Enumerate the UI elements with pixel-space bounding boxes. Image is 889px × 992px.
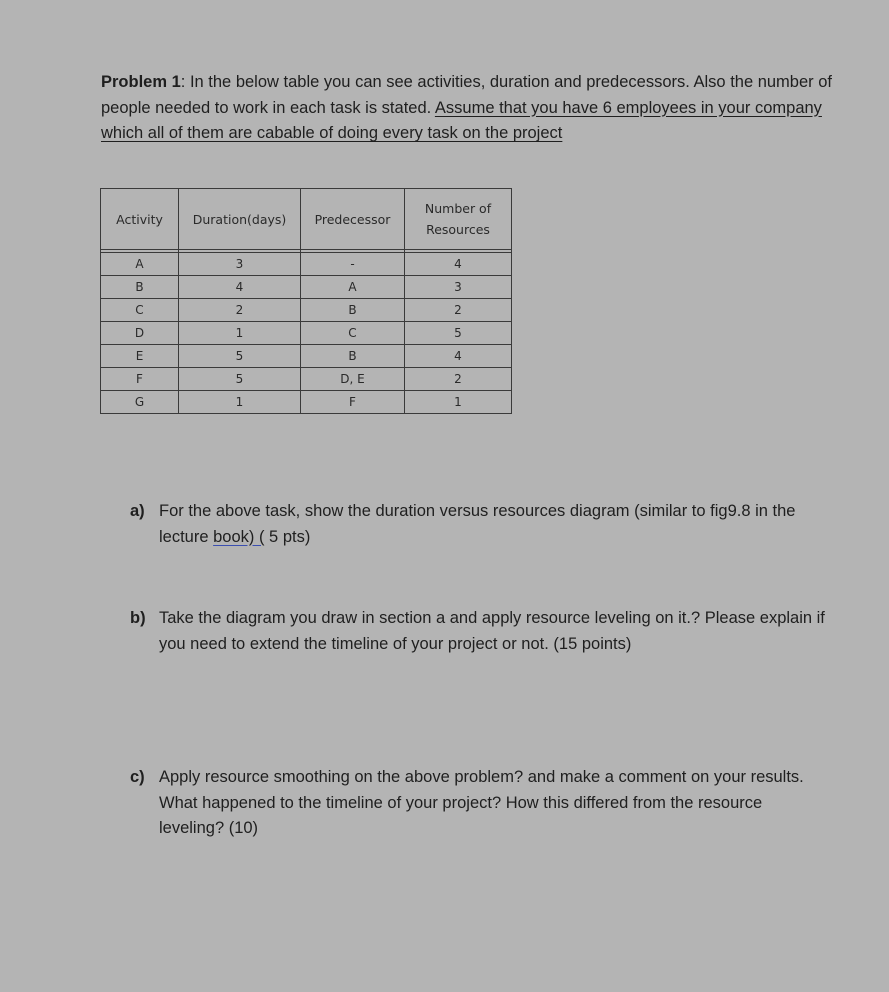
question-c-label: c) [130, 768, 145, 786]
resources-cell: 3 [405, 276, 512, 299]
duration-cell: 1 [179, 322, 301, 345]
predecessor-cell: B [301, 345, 405, 368]
resources-cell: 4 [405, 253, 512, 276]
duration-cell: 4 [179, 276, 301, 299]
activity-cell: F [101, 368, 179, 391]
predecessor-cell: D, E [301, 368, 405, 391]
resources-cell: 2 [405, 299, 512, 322]
table-row [101, 368, 512, 391]
problem-intro: : In the below table you can see activities, duration and predecessors. Also the number of people needed to work in each task is stated. [101, 73, 832, 117]
activity-cell: A [101, 253, 179, 276]
predecessor-cell: F [301, 391, 405, 414]
duration-cell: 5 [179, 345, 301, 368]
problem-assumption: Assume that you have 6 employees in your company which all of them are cabable of doing every task on the project [101, 98, 822, 142]
resources-cell: 4 [405, 345, 512, 368]
table-row [101, 391, 512, 414]
table-row [101, 253, 512, 276]
activity-table [100, 188, 512, 414]
question-a-label: a) [130, 502, 145, 520]
table-row [101, 345, 512, 368]
table-row [101, 299, 512, 322]
header-activity: Activity [101, 189, 179, 250]
question-a [130, 499, 830, 550]
predecessor-cell: - [301, 253, 405, 276]
problem-label: Problem 1 [101, 73, 181, 91]
resources-cell: 5 [405, 322, 512, 345]
activity-cell: B [101, 276, 179, 299]
question-b [130, 606, 830, 657]
resources-cell: 2 [405, 368, 512, 391]
question-b-text: Take the diagram you draw in section a and apply resource leveling on it.? Please explain if you need to extend the timeline of your project or not. (15 points) [159, 609, 825, 653]
problem-statement [101, 70, 841, 147]
table-row [101, 322, 512, 345]
duration-cell: 2 [179, 299, 301, 322]
question-c [130, 765, 830, 842]
table-header-row [101, 189, 512, 250]
predecessor-cell: C [301, 322, 405, 345]
activity-cell: G [101, 391, 179, 414]
table-row [101, 276, 512, 299]
activity-cell: E [101, 345, 179, 368]
header-duration: Duration(days) [179, 189, 301, 250]
duration-cell: 5 [179, 368, 301, 391]
book-link: book) ( [213, 527, 265, 546]
duration-cell: 3 [179, 253, 301, 276]
question-a-text: For the above task, show the duration versus resources diagram (similar to fig9.8 in the lecture book) ( 5 pts) [159, 502, 796, 546]
question-b-label: b) [130, 609, 146, 627]
predecessor-cell: A [301, 276, 405, 299]
resources-cell: 1 [405, 391, 512, 414]
header-predecessor: Predecessor [301, 189, 405, 250]
activity-cell: D [101, 322, 179, 345]
duration-cell: 1 [179, 391, 301, 414]
header-resources: Number of Resources [405, 189, 512, 250]
predecessor-cell: B [301, 299, 405, 322]
question-c-text: Apply resource smoothing on the above problem? and make a comment on your results. What happened to the timeline of your project? How this differed from the resource leveling? (10) [159, 768, 804, 837]
activity-cell: C [101, 299, 179, 322]
